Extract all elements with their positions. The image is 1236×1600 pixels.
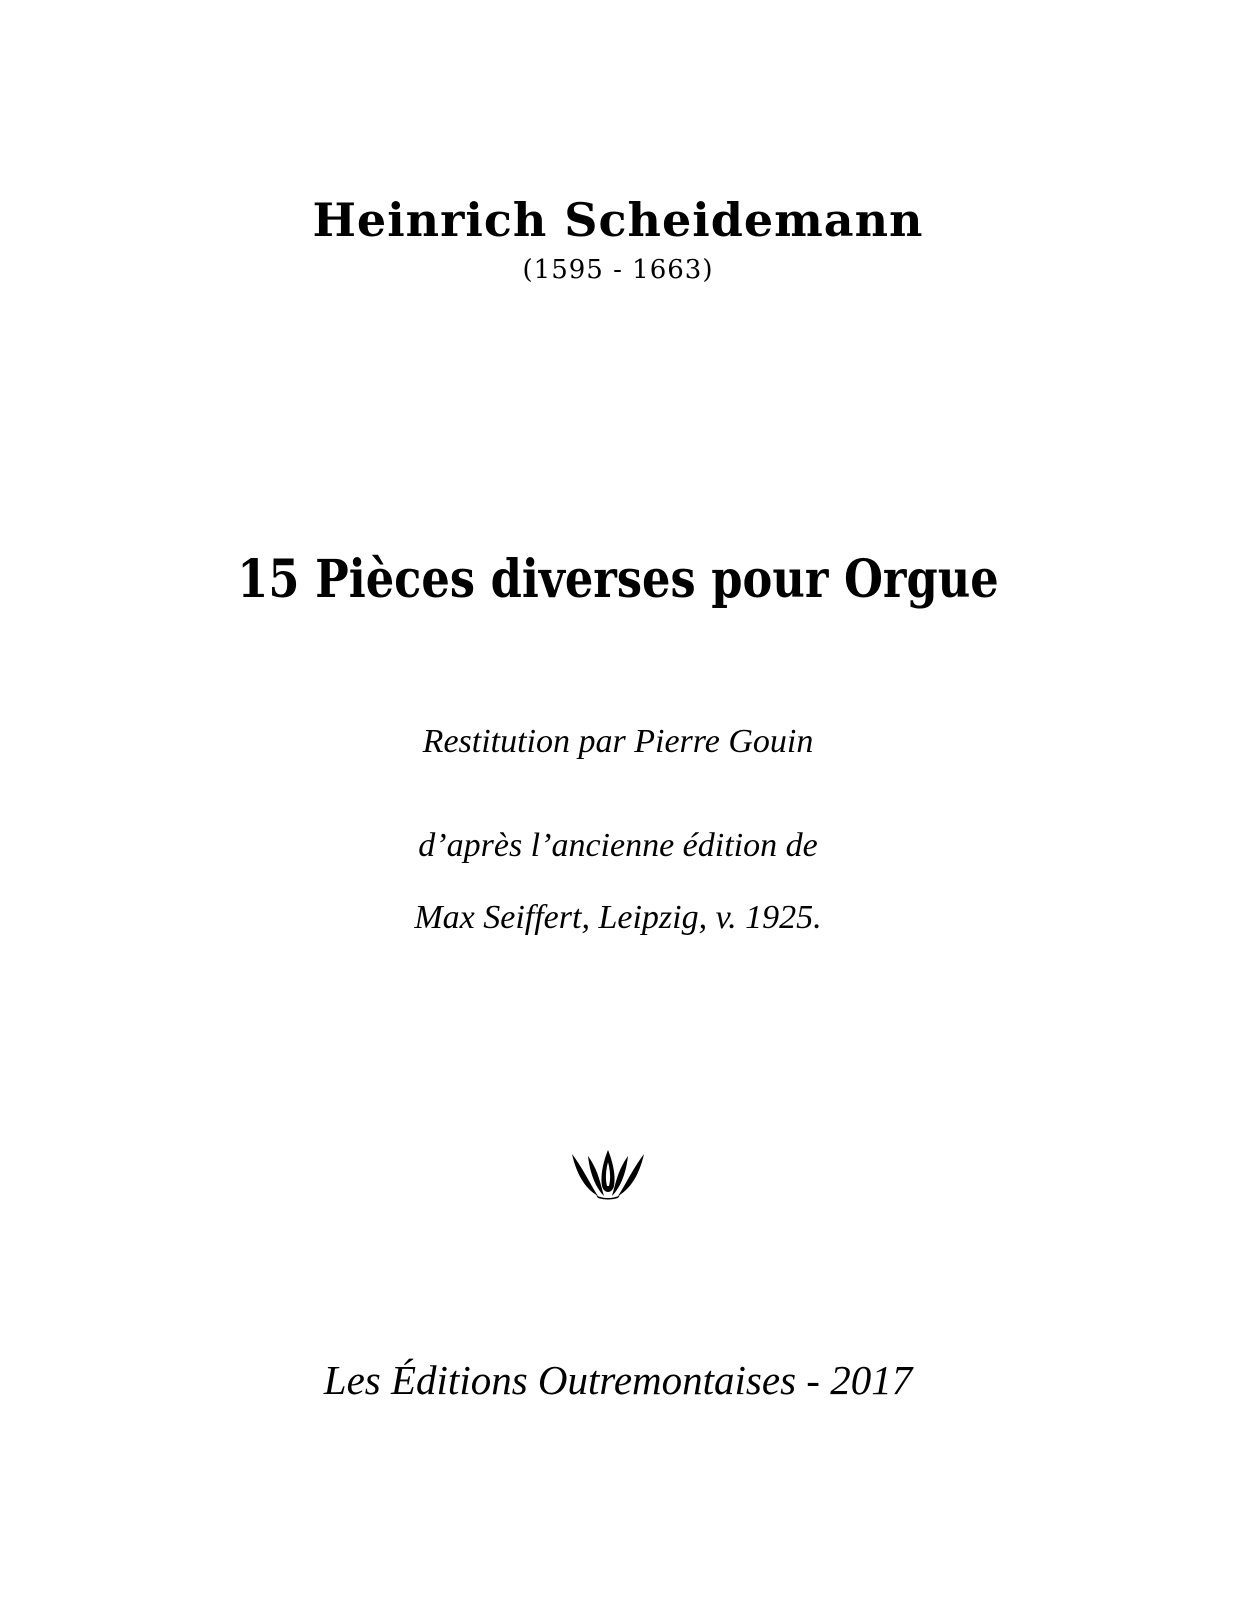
publisher-line: Les Éditions Outremontaises - 2017 [323, 1357, 913, 1403]
source-credit-line1: d’après l’ancienne édition de [418, 827, 818, 864]
source-credit-line2: Max Seiffert, Leipzig, v. 1925. [414, 899, 822, 936]
work-title: 15 Pièces diverses pour Orgue [237, 549, 999, 610]
composer-dates: (1595 - 1663) [522, 255, 714, 285]
restitution-credit: Restitution par Pierre Gouin [422, 723, 814, 760]
composer-name: Heinrich Scheidemann [312, 193, 924, 247]
lotus-ornament-icon [568, 1148, 648, 1200]
